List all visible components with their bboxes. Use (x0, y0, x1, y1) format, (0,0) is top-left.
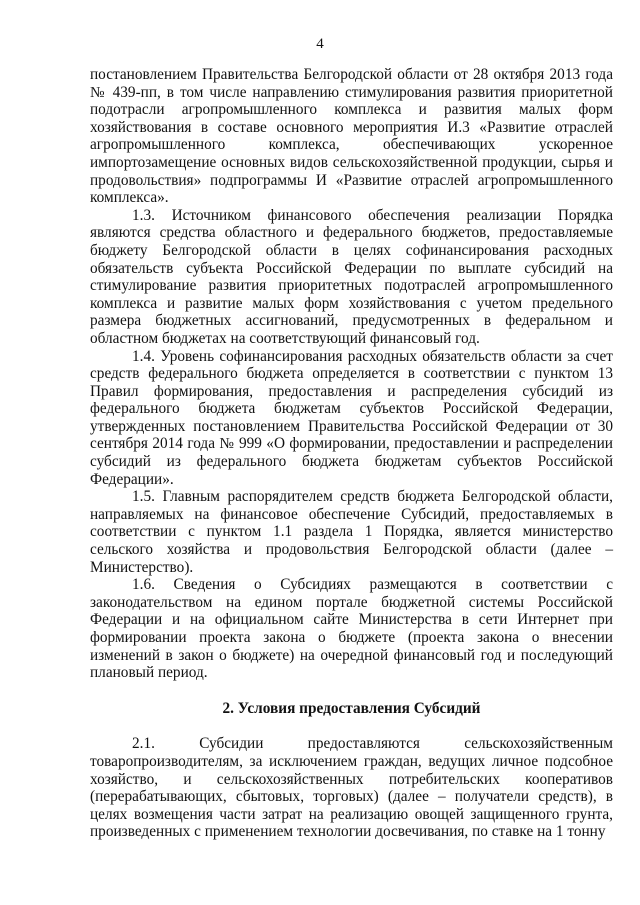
section-heading: 2. Условия предоставления Субсидий (222, 699, 481, 717)
paragraph-continuation: постановлением Правительства Белгородской области от 28 октября 2013 года № 439-пп, в том числе направлению стимулирования развития приоритетной подотрасли агропромышленного комплекса и развития малых форм хозяйствования в составе основного мероприятия И.3 «Развитие отраслей агропромышленного комплекса, обеспечивающих ускоренное импортозамещение основных видов сельскохозяйственной продукции, сырья и продовольствия» подпрограммы И «Развитие отраслей агропромышленного комплекса». (90, 66, 613, 207)
spacer (90, 717, 613, 735)
paragraph-1-6: 1.6. Сведения о Субсидиях размещаются в соответствии с законодательством на едином портале бюджетной системы Российской Федерации и на официальном сайте Министерства в сети Интернет при формировании проекта закона о бюджете (проекта закона о внесении изменений в закон о бюджете) на очередной финансовый год и последующий плановый период. (90, 576, 613, 682)
paragraph-1-3: 1.3. Источником финансового обеспечения реализации Порядка являются средства областного и федерального бюджетов, предоставляемые бюджету Белгородской области в целях софинансирования расходных обязательств субъекта Российской Федерации по выплате субсидий на стимулирование развития приоритетных подотраслей агропромышленного комплекса и развитие малых форм хозяйствования с учетом предельного размера бюджетных ассигнований, предусмотренных в федеральном и областном бюджетах на соответствующий финансовый год. (90, 206, 613, 347)
paragraph-1-5: 1.5. Главным распорядителем средств бюджета Белгородской области, направляемых на финансовое обеспечение Субсидий, предоставляемых в соответствии с пунктом 1.1 раздела 1 Порядка, является министерство сельского хозяйства и продовольствия Белгородской области (далее – Министерство). (90, 488, 613, 576)
paragraph-1-4: 1.4. Уровень софинансирования расходных обязательств области за счет средств федерального бюджета определяется в соответствии с пунктом 13 Правил формирования, предоставления и распределения субсидий из федерального бюджета бюджетам субъектов Российской Федерации, утвержденных постановлением Правительства Российской Федерации от 30 сентября 2014 года № 999 «О формировании, предоставлении и распределении субсидий из федерального бюджета бюджетам субъектов Российской Федерации». (90, 347, 613, 488)
spacer (90, 682, 613, 700)
document-body (90, 66, 613, 841)
page-number: 4 (316, 36, 324, 52)
paragraph-2-1: 2.1. Субсидии предоставляются сельскохозяйственным товаропроизводителям, за исключением граждан, ведущих личное подсобное хозяйство, и сельскохозяйственных потребительских кооперативов (перерабатывающих, сбытовых, торговых) (далее – получатели средств), в целях возмещения части затрат на реализацию овощей защищенного грунта, произведенных с применением технологии досвечивания, по ставке на 1 тонну (90, 735, 613, 841)
